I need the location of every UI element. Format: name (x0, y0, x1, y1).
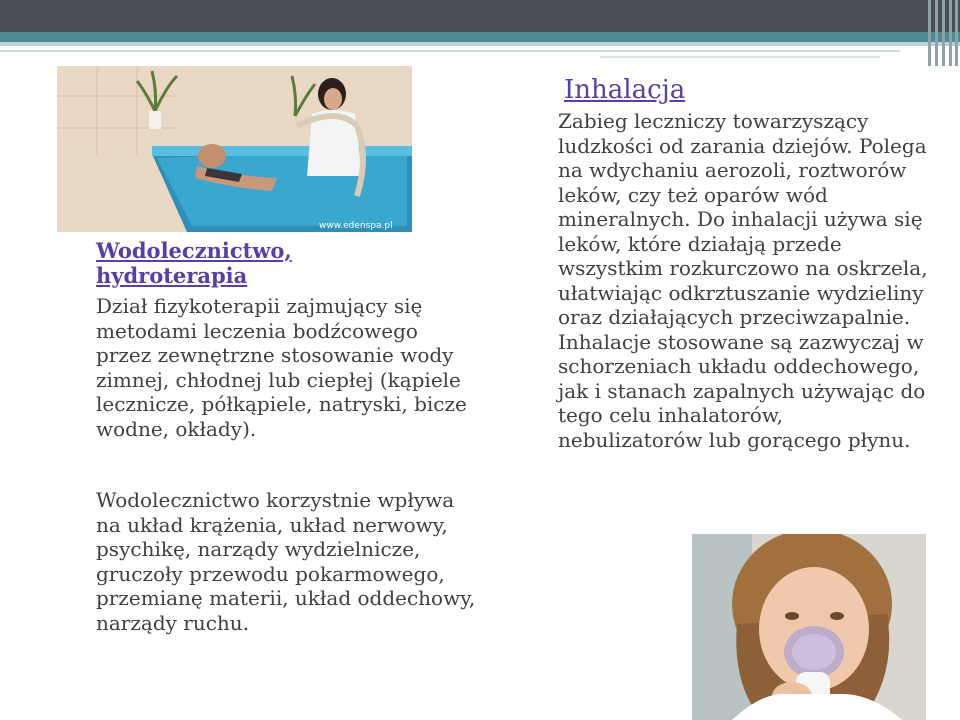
corner-stripes (926, 0, 960, 66)
hydrotherapy-effects: Wodolecznictwo korzystnie wpływa na układ krążenia, układ nerwowy, psychikę, narządy wydzielnicze, gruczoły przewodu pokarmowego, przemianę materii, układ oddechowy, narządy ruchu. (96, 488, 476, 635)
hydrotherapy-heading-link[interactable]: Wodolecznictwo, hydroterapia (96, 238, 292, 288)
hydrotherapy-description: Dział fizykoterapii zajmujący się metodami leczenia bodźcowego przez zewnętrzne stosowanie wody zimnej, chłodnej lub ciepłej (kąpiele lecznicze, półkąpiele, natryski, bicze wodne, okłady). (96, 294, 467, 441)
top-band-light (0, 42, 960, 46)
inhalation-description: Zabieg leczniczy towarzyszący ludzkości od zarania dziejów. Polega na wdychaniu aerozoli, roztworów leków, czy też oparów wód mineralnych. Do inhalacji używa się leków, które działają przede wszystkim rozkurczowo na oskrzela, ułatwiając odkrztuszanie wydzieliny oraz działających przeciwzapalnie. Inhalacje stosowane są zazwyczaj w schorzeniach układu oddechowego, jak i stanach zapalnych używając do tego celu inhalatorów, nebulizatorów lub gorącego płynu. (558, 109, 928, 452)
inhalation-photo (692, 534, 926, 720)
inhalation-heading-link[interactable]: Inhalacja (564, 75, 686, 105)
top-band-dark (0, 0, 960, 32)
bath-watermark: www.edenspa.pl (319, 221, 393, 231)
hydrotherapy-photo (57, 66, 412, 232)
hydrotherapy-heading[interactable] (96, 238, 376, 288)
top-rule-line-short (600, 56, 880, 58)
inhalation-heading[interactable] (564, 74, 864, 106)
top-rule-line (0, 50, 900, 52)
top-band-teal (0, 32, 960, 42)
